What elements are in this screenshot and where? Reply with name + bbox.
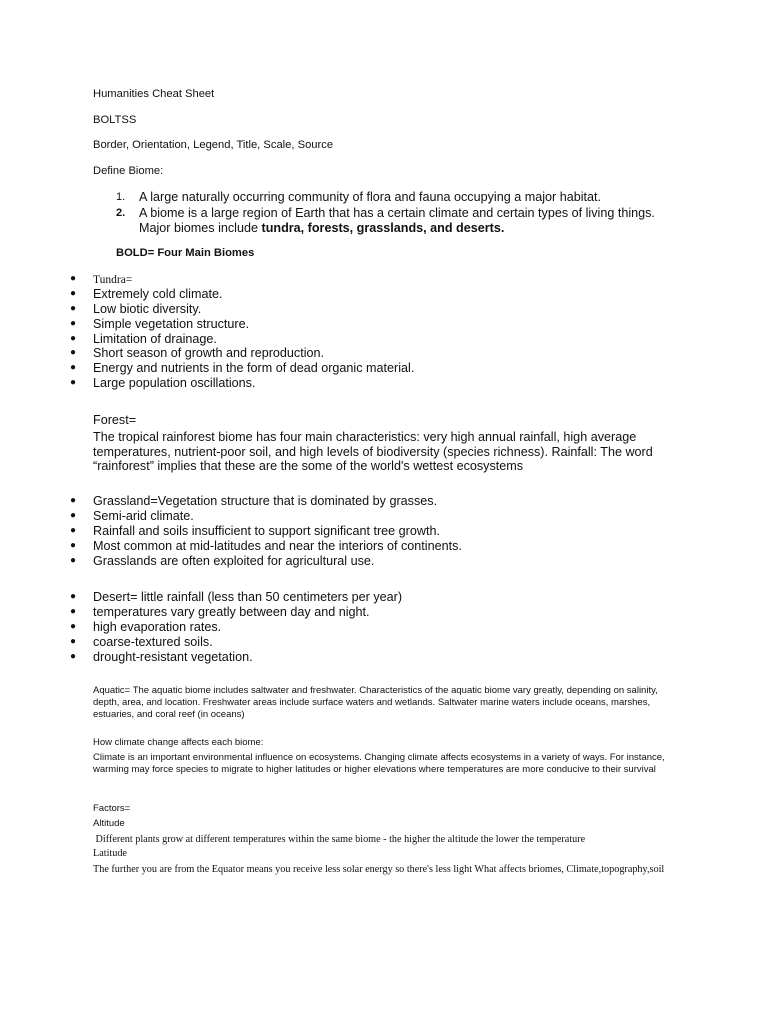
page-title: Humanities Cheat Sheet xyxy=(93,88,215,100)
latitude-label: Latitude xyxy=(93,848,127,859)
list-item: ● Low biotic diversity. xyxy=(70,301,202,316)
aquatic-paragraph: Aquatic= The aquatic biome includes saltwater and freshwater. Characteristics of the aquatic biome vary greatly, depending on salinity, depth, area, and location. Freshwater areas include surface waters and wetlands. Saltwater marine waters include oceans, marshes, estuaries, and coral reef (in oceans) xyxy=(93,685,658,720)
bullet-icon: ● xyxy=(70,317,77,329)
four-main-biomes-heading: BOLD= Four Main Biomes xyxy=(116,247,255,259)
list-item: ● Extremely cold climate. xyxy=(70,286,223,301)
list-item: ● Grasslands are often exploited for agricultural use. xyxy=(70,553,375,568)
biome-definition-2-line2 xyxy=(139,221,504,235)
desert-list xyxy=(0,590,402,664)
altitude-text: Different plants grow at different temperatures within the same biome - the higher the altitude the lower the temperature xyxy=(93,834,586,845)
acronym-expansion: Border, Orientation, Legend, Title, Scale, Source xyxy=(93,139,334,151)
list-number: 1. xyxy=(116,191,126,203)
define-biome-heading: Define Biome: xyxy=(93,165,164,177)
bullet-icon: ● xyxy=(70,635,77,647)
bullet-icon: ● xyxy=(70,347,77,359)
list-item: ● Short season of growth and reproduction. xyxy=(70,346,325,361)
altitude-label: Altitude xyxy=(93,818,125,829)
bullet-icon: ● xyxy=(70,650,77,662)
biome-definition-2-line1: A biome is a large region of Earth that has a certain climate and certain types of living things. xyxy=(139,206,655,220)
list-item: ● coarse-textured soils. xyxy=(70,634,213,649)
tundra-list xyxy=(0,272,414,391)
list-item: ● Energy and nutrients in the form of dead organic material. xyxy=(70,361,415,376)
list-item: ● high evaporation rates. xyxy=(70,619,222,634)
forest-heading: Forest= xyxy=(93,413,137,427)
list-item: ● Rainfall and soils insufficient to support significant tree growth. xyxy=(70,523,440,538)
list-item: ● Limitation of drainage. xyxy=(70,331,217,346)
forest-paragraph: The tropical rainforest biome has four main characteristics: very high annual rainfall, high average temperatures, nutrient-poor soil, and high levels of biodiversity (species richness). Rainfall: The word “rainforest” implies that these are the some of the world's wettest ecosystems xyxy=(93,430,653,474)
factors-heading: Factors= xyxy=(93,803,131,814)
bullet-icon: ● xyxy=(70,554,77,566)
bullet-icon: ● xyxy=(70,539,77,551)
bullet-icon: ● xyxy=(70,509,77,521)
climate-change-heading: How climate change affects each biome: xyxy=(93,737,264,748)
list-item: ● drought-resistant vegetation. xyxy=(70,649,253,664)
bullet-icon: ● xyxy=(70,302,77,314)
bullet-icon: ● xyxy=(70,287,77,299)
grassland-list xyxy=(0,494,462,568)
list-item: ● Grassland=Vegetation structure that is dominated by grasses. xyxy=(70,494,438,508)
list-item: ● Large population oscillations. xyxy=(70,376,256,391)
climate-change-paragraph: Climate is an important environmental influence on ecosystems. Changing climate affects ecosystems in a variety of ways. For instance, warming may force species to migrate to higher latitudes or higher elevations where temperatures are more conducive to their survival xyxy=(93,752,665,775)
list-item: ● temperatures vary greatly between day and night. xyxy=(70,604,370,619)
bullet-icon: ● xyxy=(70,332,77,344)
acronym: BOLTSS xyxy=(93,114,137,126)
list-number: 2. xyxy=(116,207,126,219)
bullet-icon: ● xyxy=(70,377,77,389)
bullet-icon: ● xyxy=(70,273,77,284)
bullet-icon: ● xyxy=(70,591,77,602)
bullet-icon: ● xyxy=(70,620,77,632)
bullet-icon: ● xyxy=(70,524,77,536)
list-item: ● Most common at mid-latitudes and near the interiors of continents. xyxy=(70,538,462,553)
major-biomes-bold: tundra, forests, grasslands, and deserts. xyxy=(261,221,505,235)
list-item: ● Semi-arid climate. xyxy=(70,508,194,523)
bullet-icon: ● xyxy=(70,362,77,374)
list-item: ● Simple vegetation structure. xyxy=(70,316,250,331)
list-item: ● Tundra= xyxy=(70,273,133,286)
bullet-icon: ● xyxy=(70,605,77,617)
latitude-text: The further you are from the Equator means you receive less solar energy so there's less light What affects briomes, Climate,topography,soil xyxy=(93,864,665,875)
list-item: ● Desert= little rainfall (less than 50 centimeters per year) xyxy=(70,590,403,604)
bullet-icon: ● xyxy=(70,495,77,506)
biome-definition-1: A large naturally occurring community of flora and fauna occupying a major habitat. xyxy=(139,190,602,204)
major-biomes-prefix: Major biomes include xyxy=(139,221,262,235)
